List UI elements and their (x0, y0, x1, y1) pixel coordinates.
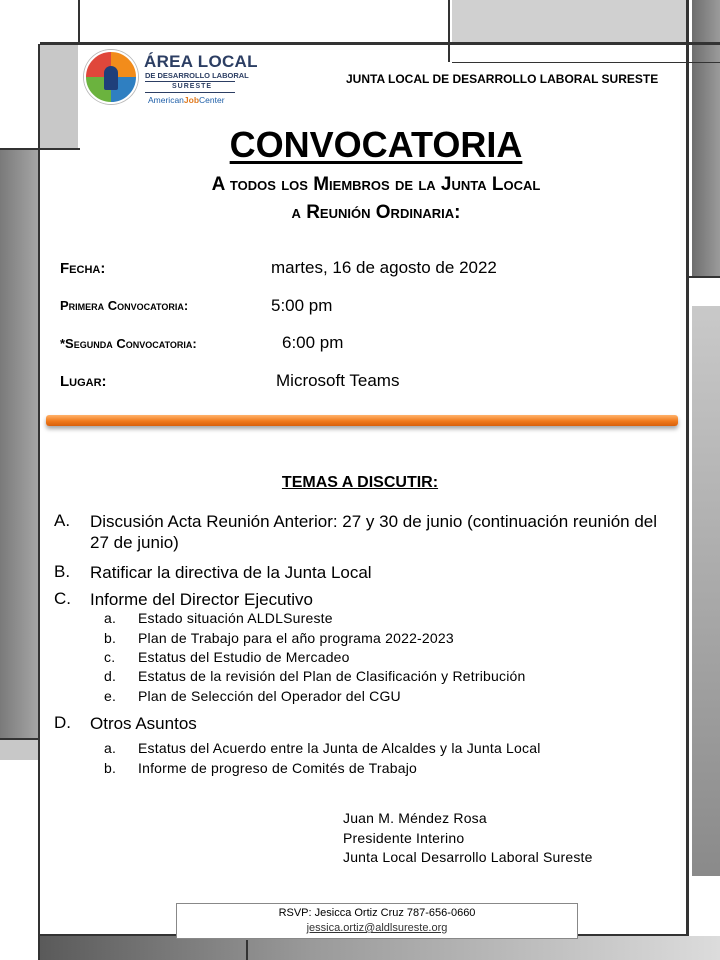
subtitle-line-2: a Reunión Ordinaria: (291, 202, 461, 223)
organization-logo (82, 50, 258, 114)
rsvp-email-line (177, 922, 577, 934)
place-value: Microsoft Teams (276, 371, 400, 390)
signature-name: Juan M. Méndez Rosa (343, 810, 487, 826)
frame-line (689, 276, 720, 278)
rsvp-contact: RSVP: Jesicca Ortiz Cruz 787-656-0660 (278, 907, 476, 919)
frame-block-left-low (0, 740, 38, 760)
date-label: Fecha: (60, 260, 106, 277)
first-call-label: Primera Convocatoria: (60, 298, 189, 313)
frame-line (448, 0, 450, 62)
agenda-heading: TEMAS A DISCUTIR: (281, 474, 439, 491)
logo-emblem-icon (84, 50, 138, 104)
document-title: CONVOCATORIA (229, 124, 523, 165)
logo-title: ÁREA LOCAL (144, 52, 258, 71)
place-label: Lugar: (60, 373, 107, 390)
frame-line (0, 738, 38, 740)
frame-line (40, 42, 720, 45)
frame-block-top-right (452, 0, 686, 44)
frame-block-right-low (692, 306, 720, 876)
second-call-value: 6:00 pm (282, 333, 344, 352)
frame-line (246, 940, 248, 960)
orange-divider (46, 415, 678, 426)
frame-block-left (0, 148, 38, 738)
frame-line (452, 62, 720, 63)
logo-region: SURESTE (172, 83, 213, 90)
frame-line (78, 0, 80, 44)
date-value: martes, 16 de agosto de 2022 (271, 258, 497, 277)
rsvp-box (176, 903, 578, 939)
subtitle-line-1: A todos los Miembros de la Junta Local (211, 174, 541, 195)
signature-org: Junta Local Desarrollo Laboral Sureste (343, 849, 593, 865)
second-call-label: *Segunda Convocatoria: (60, 336, 197, 351)
first-call-value: 5:00 pm (271, 296, 333, 315)
rsvp-email-link[interactable]: jessica.ortiz@aldlsureste.org (306, 922, 448, 934)
signature-role: Presidente Interino (343, 830, 465, 846)
logo-subtitle: DE DESARROLLO LABORAL (145, 71, 249, 80)
board-name: JUNTA LOCAL DE DESARROLLO LABORAL SURESTE (346, 72, 659, 86)
logo-tagline: AmericanJobCenter (148, 95, 225, 105)
frame-block-bottom (40, 936, 720, 960)
